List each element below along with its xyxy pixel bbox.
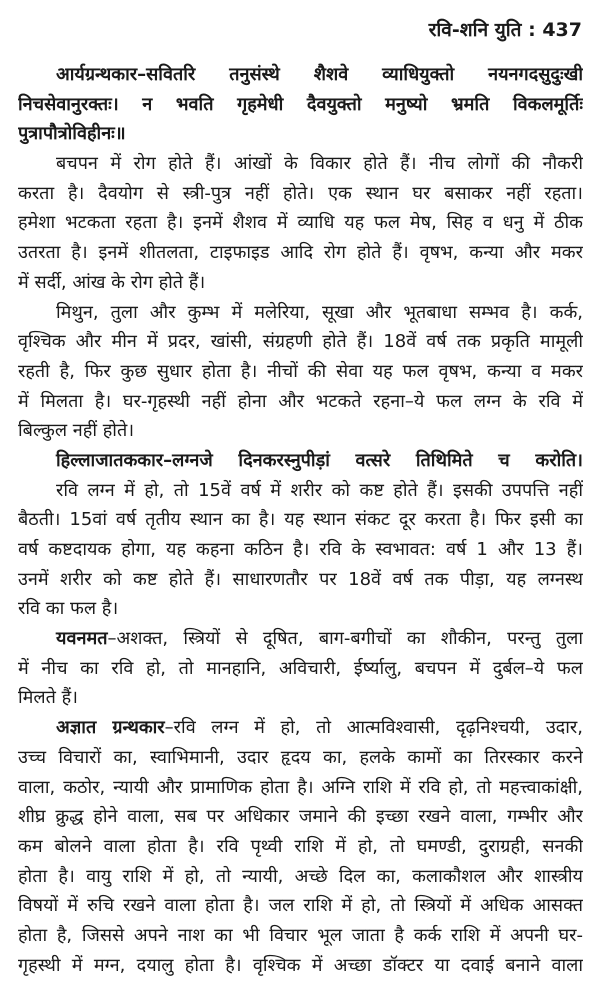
text-line (18, 921, 583, 951)
line-text: में नीच का रवि हो, तो मानहानि, अविचारी, ईर्ष्यालु, बचपन में दुर्बल–ये फल (18, 657, 583, 679)
line-text: –रवि लग्न में हो, तो आत्मविश्वासी, दृढ़निश्चयी, उदार, (164, 717, 583, 739)
line-text: उच्च विचारों का, स्वाभिमानी, उदार हृदय का, हलके कामों का तिरस्कार करने (18, 746, 583, 768)
line-text: –अशक्त, स्त्रियों से दूषित, बाग-बगीचों का शौकीन, परन्तु तुला (107, 628, 583, 650)
line-text: उनमें शरीर को कष्ट होते हैं। साधारणतौर पर 18वें वर्ष तक पीड़ा, यह लग्नस्थ (18, 568, 583, 590)
text-line (18, 208, 583, 238)
line-text: बैठती। 15वां वर्ष तृतीय स्थान का है। यह स्थान संकट दूर करता है। फिर इसी का (18, 509, 583, 531)
text-line (18, 654, 583, 684)
bold-heading: आर्यग्रन्थकार–सवितरि तनुसंस्थे शैशवे व्याधियुक्तो नयनगदसुदुःखी (56, 64, 583, 85)
text-line (18, 951, 583, 981)
line-text: होता है। वायु राशि में हो, तो न्यायी, अच्छे दिल का, कलाकौशल और शास्त्रीय (18, 865, 583, 887)
text-line (18, 535, 583, 565)
line-text: बचपन में रोग होते हैं। आंखों के विकार होते हैं। नीच लोगों की नौकरी (56, 153, 583, 175)
text-line (18, 90, 583, 120)
line-text: कम बोलने वाला होता है। रवि पृथ्वी राशि में हो, तो घमण्डी, दुराग्रही, सनकी (18, 835, 583, 857)
line-text: गृहस्थी में मग्न, दयालु होता है। वृश्चिक में अच्छा डॉक्टर या दवाई बनाने वाला (18, 954, 583, 976)
text-line (18, 387, 583, 417)
line-text: मिथुन, तुला और कुम्भ में मलेरिया, सूखा और भूतबाधा सम्भव है। कर्क, (56, 301, 583, 323)
text-line (18, 268, 583, 298)
text-line (18, 357, 583, 387)
text-line (18, 743, 583, 773)
text-line (18, 832, 583, 862)
line-text: वाला, कठोर, न्यायी और प्रामाणिक होता है। अग्नि राशि में रवि हो, तो महत्त्वाकांक्षी, (18, 776, 583, 798)
text-line (18, 683, 583, 713)
text-line (18, 327, 583, 357)
text-line (18, 505, 583, 535)
text-line (18, 624, 583, 654)
text-line (18, 446, 583, 476)
text-line (18, 149, 583, 179)
line-text: बिल्कुल नहीं होते। (18, 420, 135, 442)
line-text: रहती है, फिर कुछ सुधार होता है। नीचों की सेवा यह फल वृषभ, कन्या व मकर (18, 360, 583, 382)
line-text: उतरता है। इनमें शीतलता, टाइफाइड आदि रोग होते हैं। वृषभ, कन्या और मकर (18, 242, 583, 264)
page-body (18, 60, 583, 980)
line-text: वृश्चिक और मीन में प्रदर, खांसी, संग्रहणी होते हैं। 18वें वर्ष तक प्रकृति मामूली (18, 331, 583, 353)
text-line (18, 802, 583, 832)
text-line (18, 713, 583, 743)
line-text: हमेशा भटकता रहता है। इनमें शैशव में व्याधि यह फल मेष, सिह व धनु में ठीक (18, 212, 583, 234)
line-text: मिलते हैं। (18, 687, 78, 709)
text-line (18, 298, 583, 328)
line-text: होता है, जिससे अपने नाश का भी विचार भूल जाता है कर्क राशि में अपनी घर- (18, 924, 583, 946)
line-text: रवि लग्न में हो, तो 15वें वर्ष में शरीर को कष्ट होते हैं। इसकी उपपत्ति नहीं (56, 479, 583, 501)
bold-heading: हिल्लाजातककार–लग्नजे दिनकरस्नुपीड़ां वत्सरे तिथिमिते च करोति। (56, 449, 583, 471)
line-text: विषयों में रुचि रखने वाला होता है। जल राशि में हो, तो स्त्रियों में अधिक आसक्त (18, 895, 583, 917)
bold-heading: पुत्रापौत्रोविहीनः॥ (18, 123, 126, 145)
text-line (18, 416, 583, 446)
bold-heading: यवनमत (56, 628, 108, 650)
line-text: वर्ष कष्टदायक होगा, यह कहना कठिन है। रवि के स्वभावत: वर्ष 1 और 13 हैं। (18, 539, 583, 560)
text-line (18, 891, 583, 921)
running-header: रवि-शनि युति : 437 (428, 19, 582, 41)
text-line (18, 238, 583, 268)
line-text: में मिलता है। घर-गृहस्थी नहीं होना और भटकते रहना–ये फल लग्न के रवि में (18, 390, 583, 412)
bold-heading: अज्ञात ग्रन्थकार (56, 717, 165, 739)
text-line (18, 179, 583, 209)
bold-heading: निचसेवानुरक्तः। न भवति गृहमेधी दैवयुक्तो मनुष्यो भ्रमति विकलमूर्तिः (18, 93, 583, 115)
line-text: रवि का फल है। (18, 598, 119, 620)
text-line (18, 119, 583, 149)
text-line (18, 773, 583, 803)
line-text: करता है। दैवयोग से स्त्री-पुत्र नहीं होते। एक स्थान घर बसाकर नहीं रहता। (18, 182, 583, 204)
text-line (18, 862, 583, 892)
text-line (18, 565, 583, 595)
line-text: में सर्दी, आंख के रोग होते हैं। (18, 271, 206, 293)
text-line (18, 594, 583, 624)
text-line (18, 476, 583, 506)
line-text: शीघ्र क्रुद्ध होने वाला, सब पर अधिकार जमाने की इच्छा रखने वाला, गम्भीर और (18, 806, 583, 828)
text-line (18, 60, 583, 90)
